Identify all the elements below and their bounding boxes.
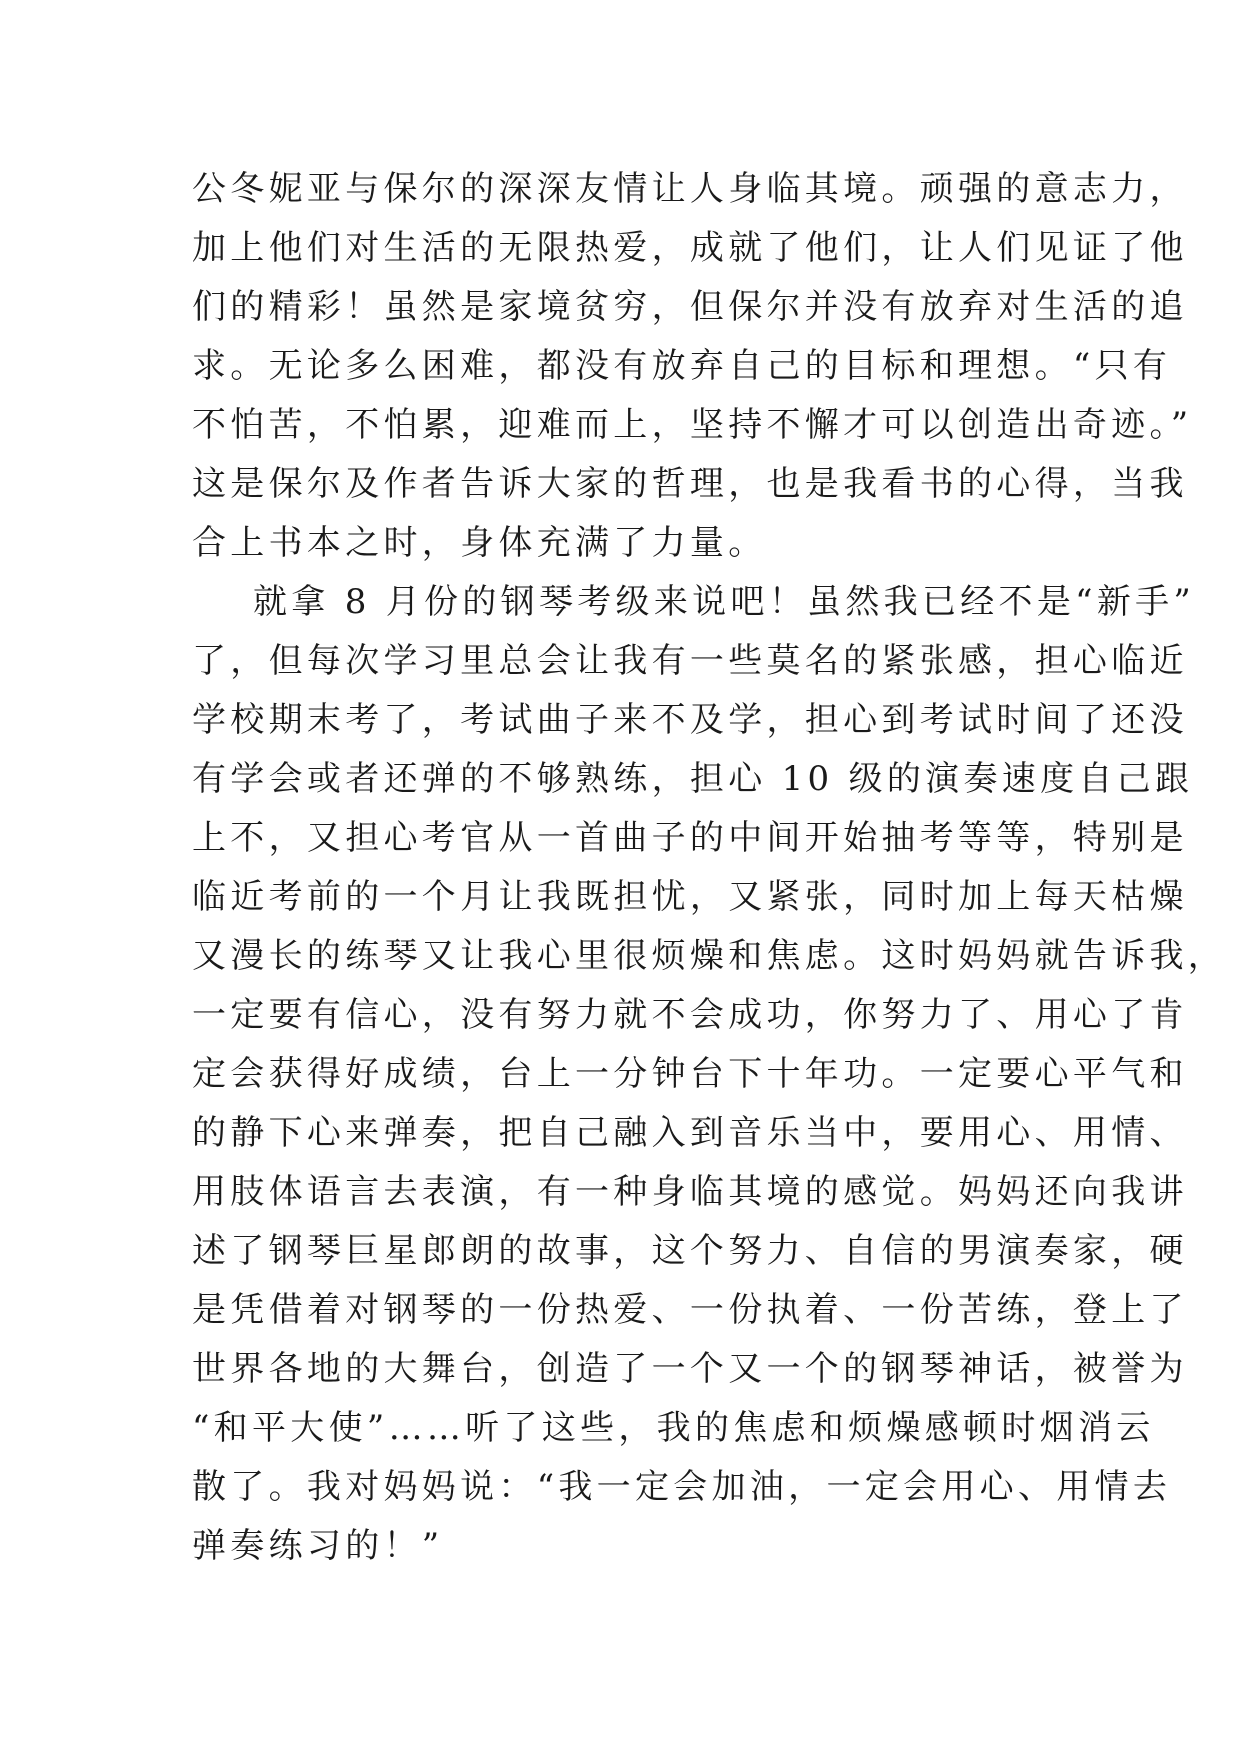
paragraph-1 xyxy=(192,160,1193,573)
paragraph-2 xyxy=(192,573,1227,1576)
text-line: 有学会或者还弹的不够熟练，担心 10 级的演奏速度自己跟 xyxy=(192,759,1194,799)
text-line: 就拿 8 月份的钢琴考级来说吧！虽然我已经不是“新手” xyxy=(253,582,1196,622)
text-line: 用肢体语言去表演，有一种身临其境的感觉。妈妈还向我讲 xyxy=(192,1172,1188,1212)
text-line: 临近考前的一个月让我既担忧，又紧张，同时加上每天枯燥 xyxy=(192,877,1188,917)
text-line: 散了。我对妈妈说：“我一定会加油，一定会用心、用情去 xyxy=(192,1467,1172,1507)
text-line: “和平大使”……听了这些，我的焦虑和烦燥感顿时烟消云 xyxy=(192,1408,1155,1448)
text-line: 不怕苦，不怕累，迎难而上，坚持不懈才可以创造出奇迹。” xyxy=(192,405,1193,445)
text-line: 求。无论多么困难，都没有放弃自己的目标和理想。“只有 xyxy=(192,346,1172,386)
text-line: 的静下心来弹奏，把自己融入到音乐当中，要用心、用情、 xyxy=(192,1113,1188,1153)
text-line: 述了钢琴巨星郎朗的故事，这个努力、自信的男演奏家，硬 xyxy=(192,1231,1188,1271)
text-line: 加上他们对生活的无限热爱，成就了他们，让人们见证了他 xyxy=(192,228,1188,268)
text-line: 公冬妮亚与保尔的深深友情让人身临其境。顽强的意志力， xyxy=(192,169,1188,209)
text-line: 弹奏练习的！” xyxy=(192,1526,444,1566)
text-line: 合上书本之时，身体充满了力量。 xyxy=(192,523,767,563)
text-body xyxy=(192,160,1227,1576)
text-line: 学校期末考了，考试曲子来不及学，担心到考试时间了还没 xyxy=(192,700,1188,740)
text-line: 这是保尔及作者告诉大家的哲理，也是我看书的心得，当我 xyxy=(192,464,1188,504)
text-line: 又漫长的练琴又让我心里很烦燥和焦虑。这时妈妈就告诉我， xyxy=(192,936,1227,976)
text-line: 了，但每次学习里总会让我有一些莫名的紧张感，担心临近 xyxy=(192,641,1188,681)
text-line: 是凭借着对钢琴的一份热爱、一份执着、一份苦练，登上了 xyxy=(192,1290,1188,1330)
text-line: 世界各地的大舞台，创造了一个又一个的钢琴神话，被誉为 xyxy=(192,1349,1188,1389)
text-line: 上不，又担心考官从一首曲子的中间开始抽考等等，特别是 xyxy=(192,818,1188,858)
text-line: 定会获得好成绩，台上一分钟台下十年功。一定要心平气和 xyxy=(192,1054,1188,1094)
text-line: 一定要有信心，没有努力就不会成功，你努力了、用心了肯 xyxy=(192,995,1188,1035)
text-line: 们的精彩！虽然是家境贫穷，但保尔并没有放弃对生活的追 xyxy=(192,287,1188,327)
